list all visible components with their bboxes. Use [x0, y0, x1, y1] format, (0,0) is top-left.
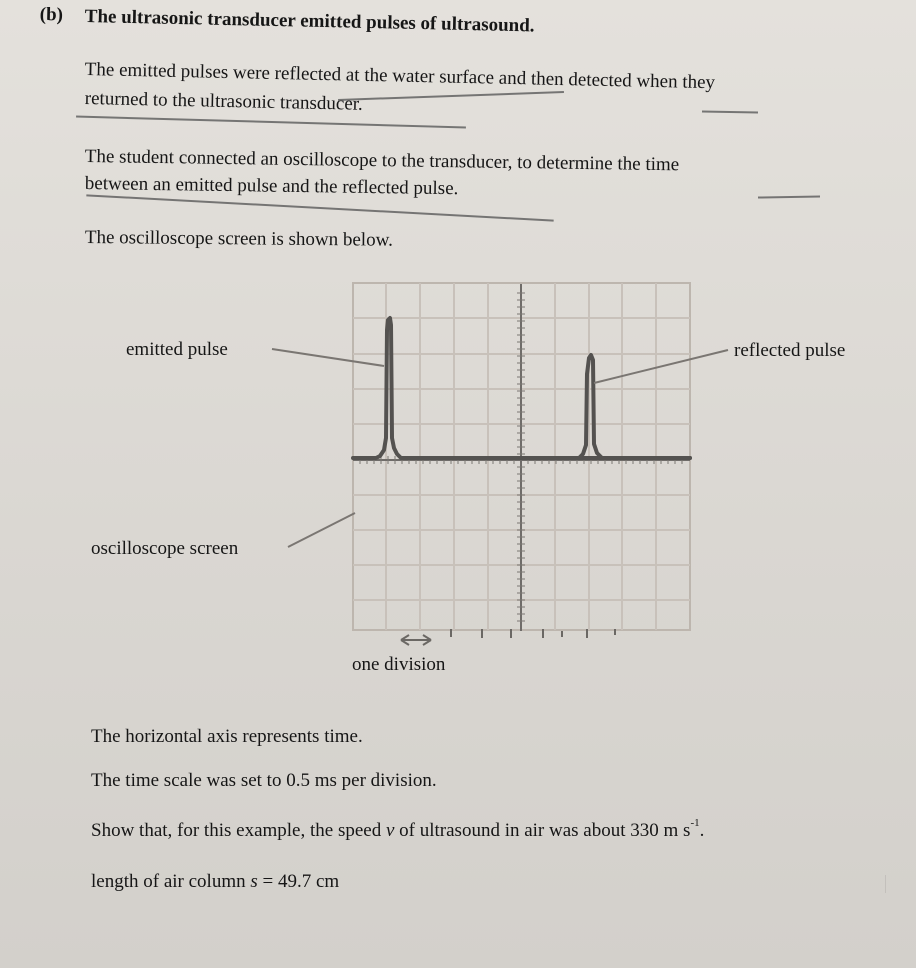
- oscilloscope-screen-label: oscilloscope screen: [91, 538, 239, 559]
- speed-exponent: -1: [690, 817, 700, 829]
- show-that-end: .: [699, 820, 705, 841]
- question-line-5: between an emitted pulse and the reflected pulse.: [84, 173, 459, 200]
- speed-variable: v: [385, 820, 395, 841]
- question-line-6: The oscilloscope screen is shown below.: [84, 227, 393, 251]
- question-line-4: The student connected an oscilloscope to the transducer, to determine the time: [84, 146, 680, 176]
- air-column-prefix: length of air column: [91, 871, 246, 892]
- horizontal-axis-text: The horizontal axis represents time.: [91, 726, 363, 747]
- emitted-pulse-label: emitted pulse: [126, 339, 228, 360]
- show-that-prefix: Show that, for this example, the speed: [91, 820, 382, 841]
- one-division-label: one division: [352, 654, 446, 675]
- show-that-text: [91, 812, 704, 842]
- show-that-suffix: of ultrasound in air was about 330 m s: [399, 820, 691, 841]
- air-column-text: [91, 871, 339, 893]
- question-line-2: The emitted pulses were reflected at the water surface and then detected when they: [84, 59, 716, 94]
- division-markers: [401, 629, 615, 645]
- screen-leader-line: [288, 513, 355, 547]
- air-column-value: = 49.7 cm: [262, 871, 340, 892]
- emitted-pulse-leader-line: [272, 349, 384, 366]
- question-line-3: returned to the ultrasonic transducer.: [84, 88, 363, 115]
- page-edge-mark: [885, 875, 898, 893]
- time-scale-text: The time scale was set to 0.5 ms per division.: [91, 770, 437, 791]
- air-column-variable: s: [250, 871, 258, 892]
- reflected-pulse-trace: [570, 355, 690, 458]
- question-line-1: The ultrasonic transducer emitted pulses of ultrasound.: [84, 6, 535, 37]
- reflected-pulse-label: reflected pulse: [734, 340, 846, 361]
- question-part: (b): [39, 4, 64, 26]
